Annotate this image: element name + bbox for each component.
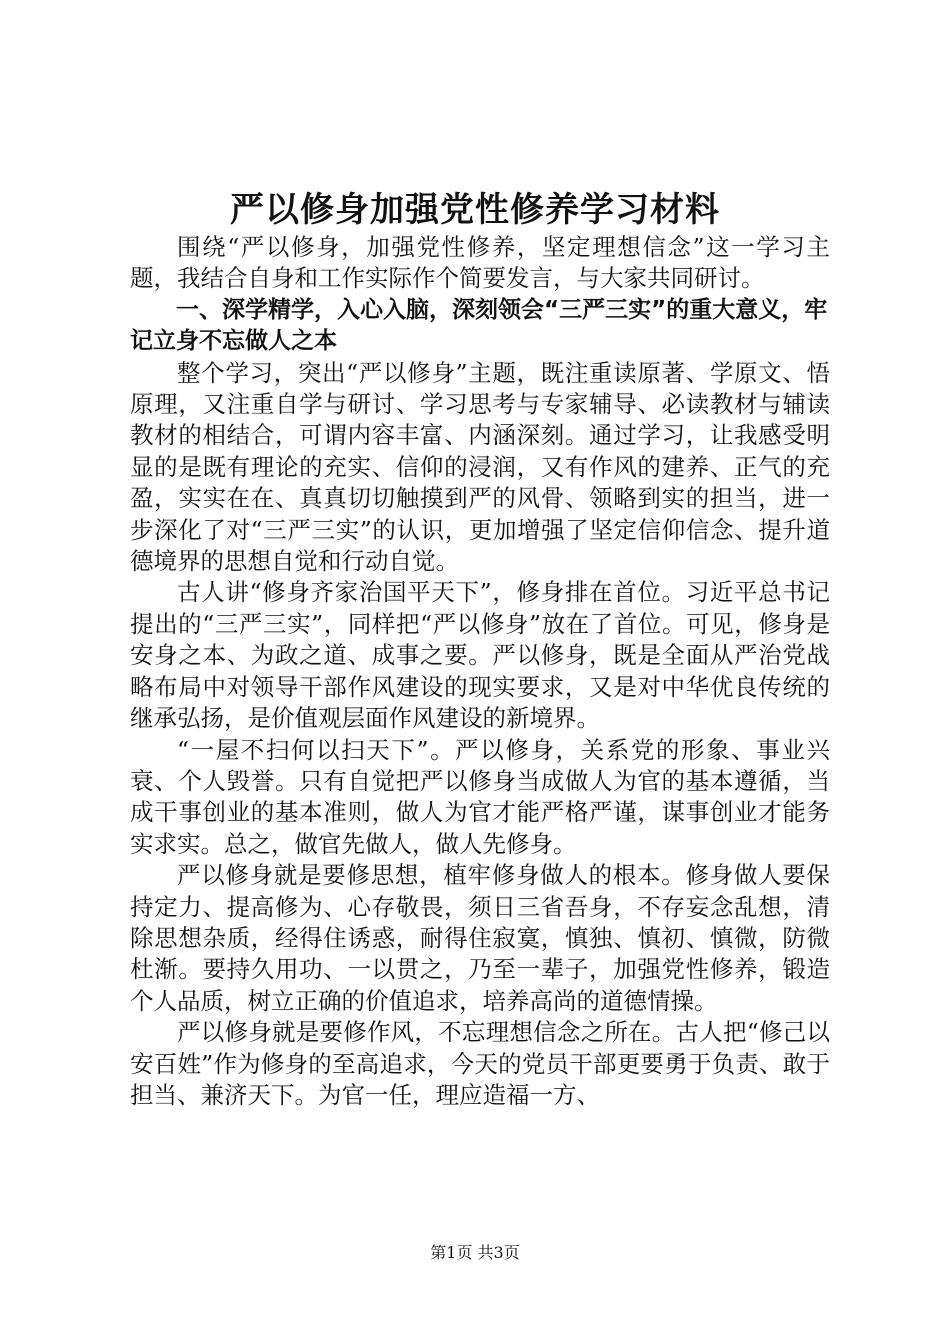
- body-paragraph: 严以修身就是要修作风，不忘理想信念之所在。古人把“修己以安百姓”作为修身的至高追求，今天的党员干部更要勇于负责、敢于担当、兼济天下。为官一任，理应造福一方、: [130, 1018, 830, 1109]
- body-paragraph: 严以修身就是要修思想，植牢修身做人的根本。修身做人要保持定力、提高修为、心存敬畏，须日三省吾身，不存妄念乱想，清除思想杂质，经得住诱惑，耐得住寂寞，慎独、慎初、慎微，防微杜渐。要持久用功、一以贯之，乃至一辈子，加强党性修养，锻造个人品质，树立正确的价值追求，培养高尚的道德情操。: [130, 861, 830, 1015]
- body-paragraph: “一屋不扫何以扫天下”。严以修身，关系党的形象、事业兴衰、个人毁誉。只有自觉把严以修身当成做人为官的基本遵循，当成干事创业的基本准则，做人为官才能严格严谨，谋事创业才能务实求实。总之，做官先做人，做人先修身。: [130, 735, 830, 858]
- body-paragraph: 古人讲“修身齐家治国平天下”，修身排在首位。习近平总书记提出的“三严三实”，同样把“严以修身”放在了首位。可见，修身是安身之本、为政之道、成事之要。严以修身，既是全面从严治党战略布局中对领导干部作风建设的现实要求，又是对中华优良传统的继承弘扬，是价值观层面作风建设的新境界。: [130, 578, 830, 733]
- document-body: [130, 232, 830, 1111]
- section-heading: 一、深学精学，入心入脑，深刻领会“三严三实”的重大意义，牢记立身不忘做人之本: [130, 296, 828, 355]
- document-title: 严以修身加强党性修养学习材料: [230, 190, 720, 230]
- body-paragraph: 整个学习，突出“严以修身”主题，既注重读原著、学原文、悟原理，又注重自学与研讨、学习思考与专家辅导、必读教材与辅读教材的相结合，可谓内容丰富、内涵深刻。通过学习，让我感受明显的是既有理论的充实、信仰的浸润，又有作风的建养、正气的充盈，实实在在、真真切切触摸到严的风骨、领略到实的担当，进一步深化了对“三严三实”的认识，更加增强了坚定信仰信念、提升道德境界的思想自觉和行动自觉。: [130, 358, 830, 576]
- page-footer: 第1页 共3页: [430, 1243, 520, 1262]
- intro-paragraph: 围绕“严以修身，加强党性修养，坚定理想信念”这一学习主题，我结合自身和工作实际作个简要发言，与大家共同研讨。: [130, 233, 830, 293]
